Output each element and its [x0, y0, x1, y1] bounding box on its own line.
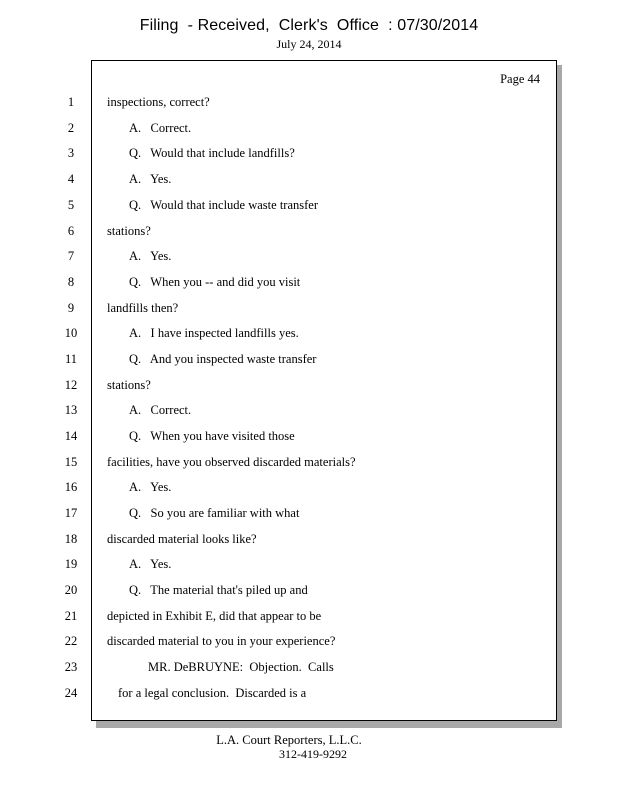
line-text: Q. So you are familiar with what: [129, 506, 300, 520]
line-text: inspections, correct?: [107, 95, 210, 109]
line-text: landfills then?: [107, 301, 179, 315]
line-number: 7: [67, 249, 75, 263]
line-text: Q. When you -- and did you visit: [129, 275, 301, 289]
line-number: 20: [64, 583, 78, 597]
line-number: 4: [67, 172, 75, 186]
line-number: 12: [64, 378, 78, 392]
line-text: A. Yes.: [129, 172, 172, 186]
filing-stamp: Filing - Received, Clerk's Office : 07/30/2014: [139, 17, 479, 34]
reporter-phone: 312-419-9292: [279, 747, 347, 761]
line-number: 13: [64, 403, 78, 417]
line-text: Q. The material that's piled up and: [129, 583, 308, 597]
line-text: Q. And you inspected waste transfer: [129, 352, 317, 366]
line-text: stations?: [107, 378, 151, 392]
line-number: 3: [67, 146, 75, 160]
page-number: Page 44: [500, 72, 540, 86]
reporter-company: L.A. Court Reporters, L.L.C.: [216, 733, 362, 747]
line-text: MR. DeBRUYNE: Objection. Calls: [148, 660, 334, 674]
line-text: discarded material to you in your experience?: [107, 634, 336, 648]
line-text: depicted in Exhibit E, did that appear to be: [107, 609, 322, 623]
line-number: 9: [67, 301, 75, 315]
line-number: 16: [64, 480, 78, 494]
line-number: 15: [64, 455, 78, 469]
line-number: 14: [64, 429, 78, 443]
line-text: A. Yes.: [129, 557, 172, 571]
line-text: A. Yes.: [129, 249, 172, 263]
line-number: 5: [67, 198, 75, 212]
line-text: A. Yes.: [129, 480, 172, 494]
line-number: 10: [64, 326, 78, 340]
line-number: 1: [67, 95, 75, 109]
line-text: Q. When you have visited those: [129, 429, 295, 443]
line-text: A. I have inspected landfills yes.: [129, 326, 299, 340]
line-number: 8: [67, 275, 75, 289]
line-number: 17: [64, 506, 78, 520]
line-text: stations?: [107, 224, 151, 238]
line-number: 18: [64, 532, 78, 546]
line-number: 22: [64, 634, 78, 648]
line-text: for a legal conclusion. Discarded is a: [118, 686, 307, 700]
line-text: Q. Would that include waste transfer: [129, 198, 318, 212]
line-number: 11: [64, 352, 78, 366]
line-text: Q. Would that include landfills?: [129, 146, 295, 160]
line-text: A. Correct.: [129, 403, 192, 417]
line-number: 21: [64, 609, 78, 623]
line-number: 19: [64, 557, 78, 571]
line-number: 24: [64, 686, 78, 700]
line-number: 2: [67, 121, 75, 135]
line-number: 23: [64, 660, 78, 674]
transcript-date: July 24, 2014: [276, 37, 342, 51]
line-text: A. Correct.: [129, 121, 192, 135]
line-text: facilities, have you observed discarded materials?: [107, 455, 356, 469]
line-text: discarded material looks like?: [107, 532, 257, 546]
line-number: 6: [67, 224, 75, 238]
